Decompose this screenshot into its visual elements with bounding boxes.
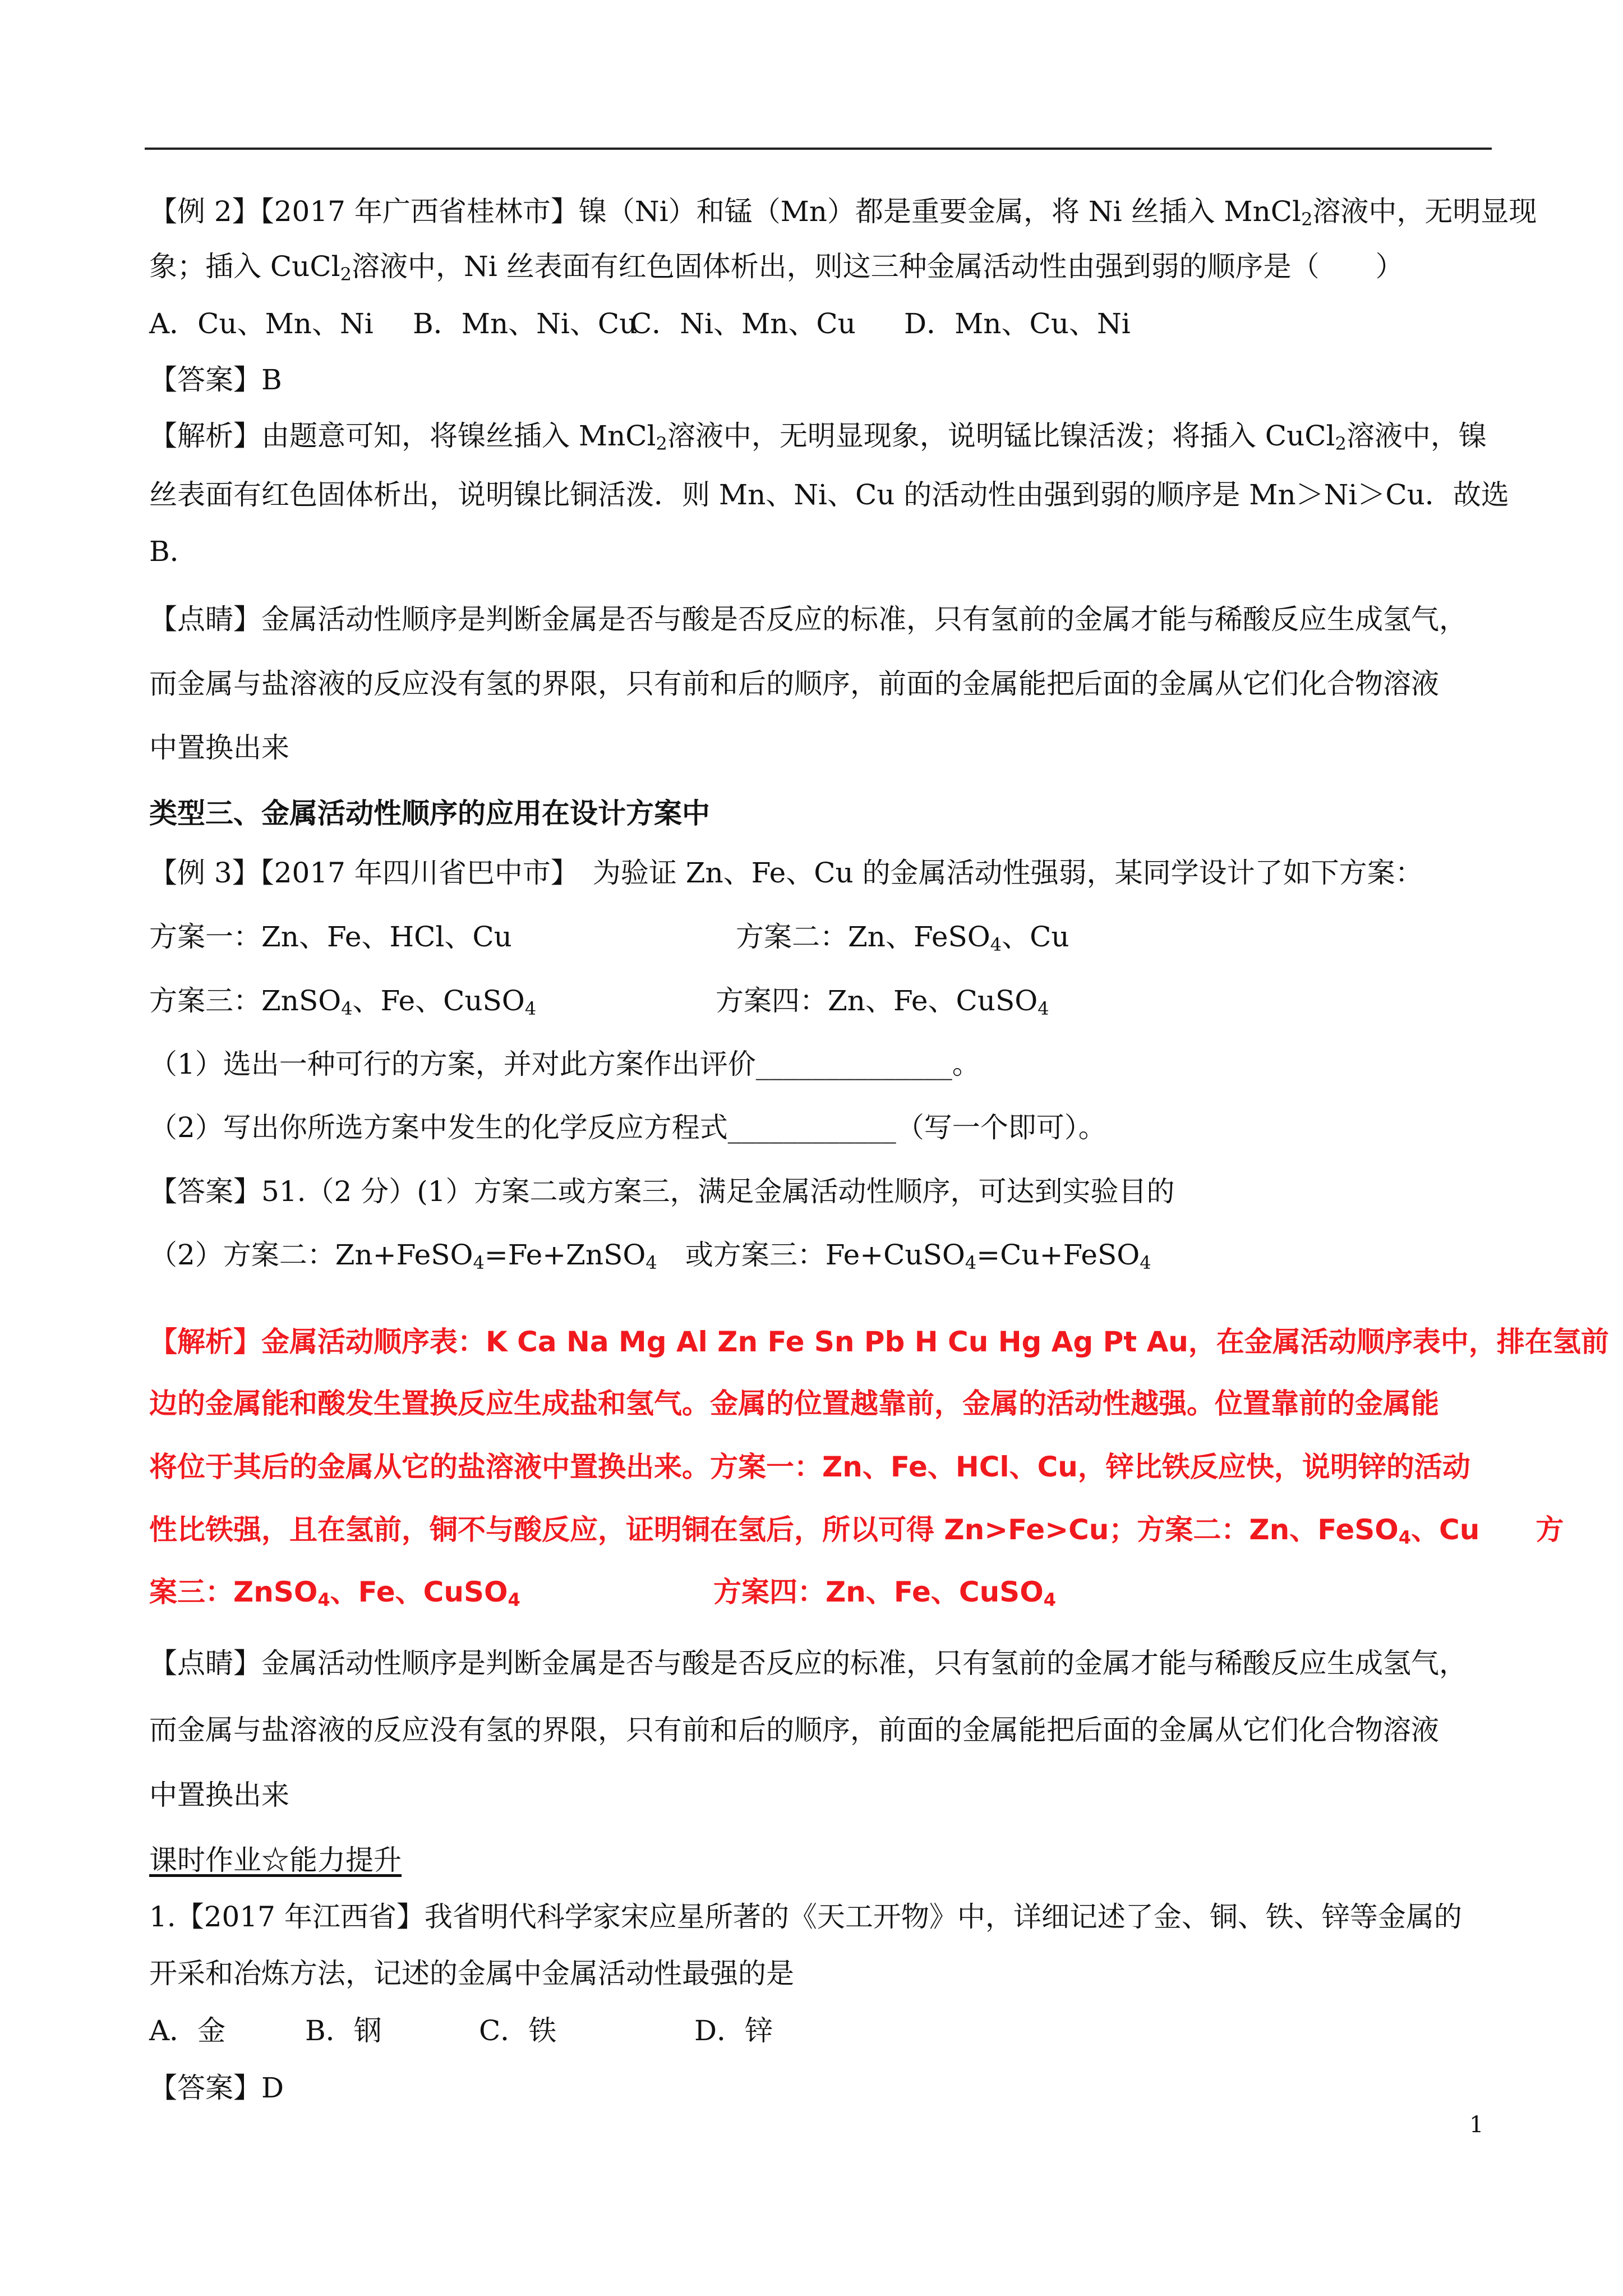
ex3-analysis-line-4: 性比铁强，且在氢前，铜不与酸反应，证明铜在氢后，所以可得 Zn>Fe>Cu；方案二：Zn、FeSO$_4$、Cu 方 xyxy=(149,1513,1564,1548)
ex2-analysis-line-3: B． xyxy=(149,535,198,568)
hw-q1-options xyxy=(149,2013,773,2049)
ex3-answer-1: 【答案】51.（2 分）(1）方案二或方案三，满足金属活动性顺序，可达到实验目的 xyxy=(149,1175,1175,1208)
ex3-analysis-line-2: 边的金属能和酸发生置换反应生成盐和氢气。金属的位置越靠前，金属的活动性越强。位置靠前的金属能 xyxy=(149,1387,1439,1420)
ex3-plan-1: 方案一：Zn、Fe、HCl、Cu xyxy=(149,921,512,953)
homework-heading: 课时作业☆能力提升 xyxy=(149,1844,402,1876)
ex2-option-a: A．Cu、Mn、Ni xyxy=(149,307,374,340)
ex3-question-2: （2）写出你所选方案中发生的化学反应方程式____________（写一个即可）。 xyxy=(149,1111,1106,1144)
ex3-plan-3: 方案三：ZnSO$_4$、Fe、CuSO$_4$ xyxy=(149,984,537,1019)
ex3-plan-2: 方案二：Zn、FeSO$_4$、Cu xyxy=(736,921,1069,955)
ex3-plan-4: 方案四：Zn、Fe、CuSO$_4$ xyxy=(716,984,1049,1019)
section-heading-type3: 类型三、金属活动性顺序的应用在设计方案中 xyxy=(149,797,710,830)
ex2-tip-line-2: 而金属与盐溶液的反应没有氢的界限，只有前和后的顺序，前面的金属能把后面的金属从它们化合物溶液 xyxy=(149,668,1439,700)
ex2-option-d: D．Mn、Cu、Ni xyxy=(904,307,1131,340)
ex3-answer-2: （2）方案二：Zn+FeSO$_4$=Fe+ZnSO$_4$ 或方案三：Fe+CuSO$_4$=Cu+FeSO$_4$ xyxy=(149,1239,1151,1273)
hw-q1-option-a: A．金 xyxy=(149,2014,226,2047)
ex3-intro: 【例 3】【2017 年四川省巴中市】 为验证 Zn、Fe、Cu 的金属活动性强弱，某同学设计了如下方案： xyxy=(149,857,1423,889)
ex3-analysis-line-5-plan4: 方案四：Zn、Fe、CuSO$_4$ xyxy=(713,1576,1056,1611)
hw-q1-option-b: B．钢 xyxy=(305,2014,382,2047)
ex2-tip-line-3: 中置换出来 xyxy=(149,731,289,764)
page-number: 1 xyxy=(1469,2112,1484,2138)
ex2-question-line-1: 【例 2】【2017 年广西省桂林市】镍（Ni）和锰（Mn）都是重要金属，将 Ni 丝插入 MnCl$_2$溶液中，无明显现 xyxy=(149,195,1537,230)
ex3-tip-line-1: 【点睛】金属活动性顺序是判断金属是否与酸是否反应的标准，只有氢前的金属才能与稀酸反应生成氢气， xyxy=(149,1647,1467,1680)
ex3-analysis-line-5: 案三：ZnSO$_4$、Fe、CuSO$_4$ xyxy=(149,1576,520,1611)
ex3-question-1: （1）选出一种可行的方案，并对此方案作出评价______________。 xyxy=(149,1048,980,1080)
ex3-plans-row-1 xyxy=(149,919,512,955)
hw-q1-line-2: 开采和冶炼方法，记述的金属中金属活动性最强的是 xyxy=(149,1957,794,1990)
ex2-analysis-line-1: 【解析】由题意可知，将镍丝插入 MnCl$_2$溶液中，无明显现象，说明锰比镍活泼；将插入 CuCl$_2$溶液中，镍 xyxy=(149,420,1487,454)
ex2-answer: 【答案】B xyxy=(149,364,282,396)
ex2-tip-line-1: 【点睛】金属活动性顺序是判断金属是否与酸是否反应的标准，只有氢前的金属才能与稀酸反应生成氢气， xyxy=(149,603,1467,636)
ex3-tip-line-2: 而金属与盐溶液的反应没有氢的界限，只有前和后的顺序，前面的金属能把后面的金属从它们化合物溶液 xyxy=(149,1714,1439,1746)
ex2-option-c: C．Ni、Mn、Cu xyxy=(630,307,856,340)
ex2-question-line-2: 象；插入 CuCl$_2$溶液中，Ni 丝表面有红色固体析出，则这三种金属活动性由强到弱的顺序是（ ） xyxy=(149,250,1404,285)
ex3-tip-line-3: 中置换出来 xyxy=(149,1779,289,1811)
hw-q1-line-1: 1.【2017 年江西省】我省明代科学家宋应星所著的《天工开物》中，详细记述了金、铜、铁、锌等金属的 xyxy=(149,1901,1462,1933)
ex2-options xyxy=(149,306,1131,342)
hw-q1-option-c: C．铁 xyxy=(479,2014,557,2047)
ex3-analysis-line-3: 将位于其后的金属从它的盐溶液中置换出来。方案一：Zn、Fe、HCl、Cu，锌比铁反应快，说明锌的活动 xyxy=(149,1451,1470,1483)
hw-q1-answer: 【答案】D xyxy=(149,2072,284,2104)
ex2-analysis-line-2: 丝表面有红色固体析出，说明镍比铜活泼．则 Mn、Ni、Cu 的活动性由强到弱的顺序是 Mn＞Ni＞Cu．故选 xyxy=(149,478,1509,511)
hw-q1-option-d: D．锌 xyxy=(694,2014,773,2047)
ex2-option-b: B．Mn、Ni、Cu xyxy=(413,307,638,340)
header-rule xyxy=(145,148,1492,150)
ex3-analysis-line-1: 【解析】金属活动顺序表：K Ca Na Mg Al Zn Fe Sn Pb H Cu Hg Ag Pt Au，在金属活动顺序表中，排在氢前 xyxy=(149,1326,1609,1358)
